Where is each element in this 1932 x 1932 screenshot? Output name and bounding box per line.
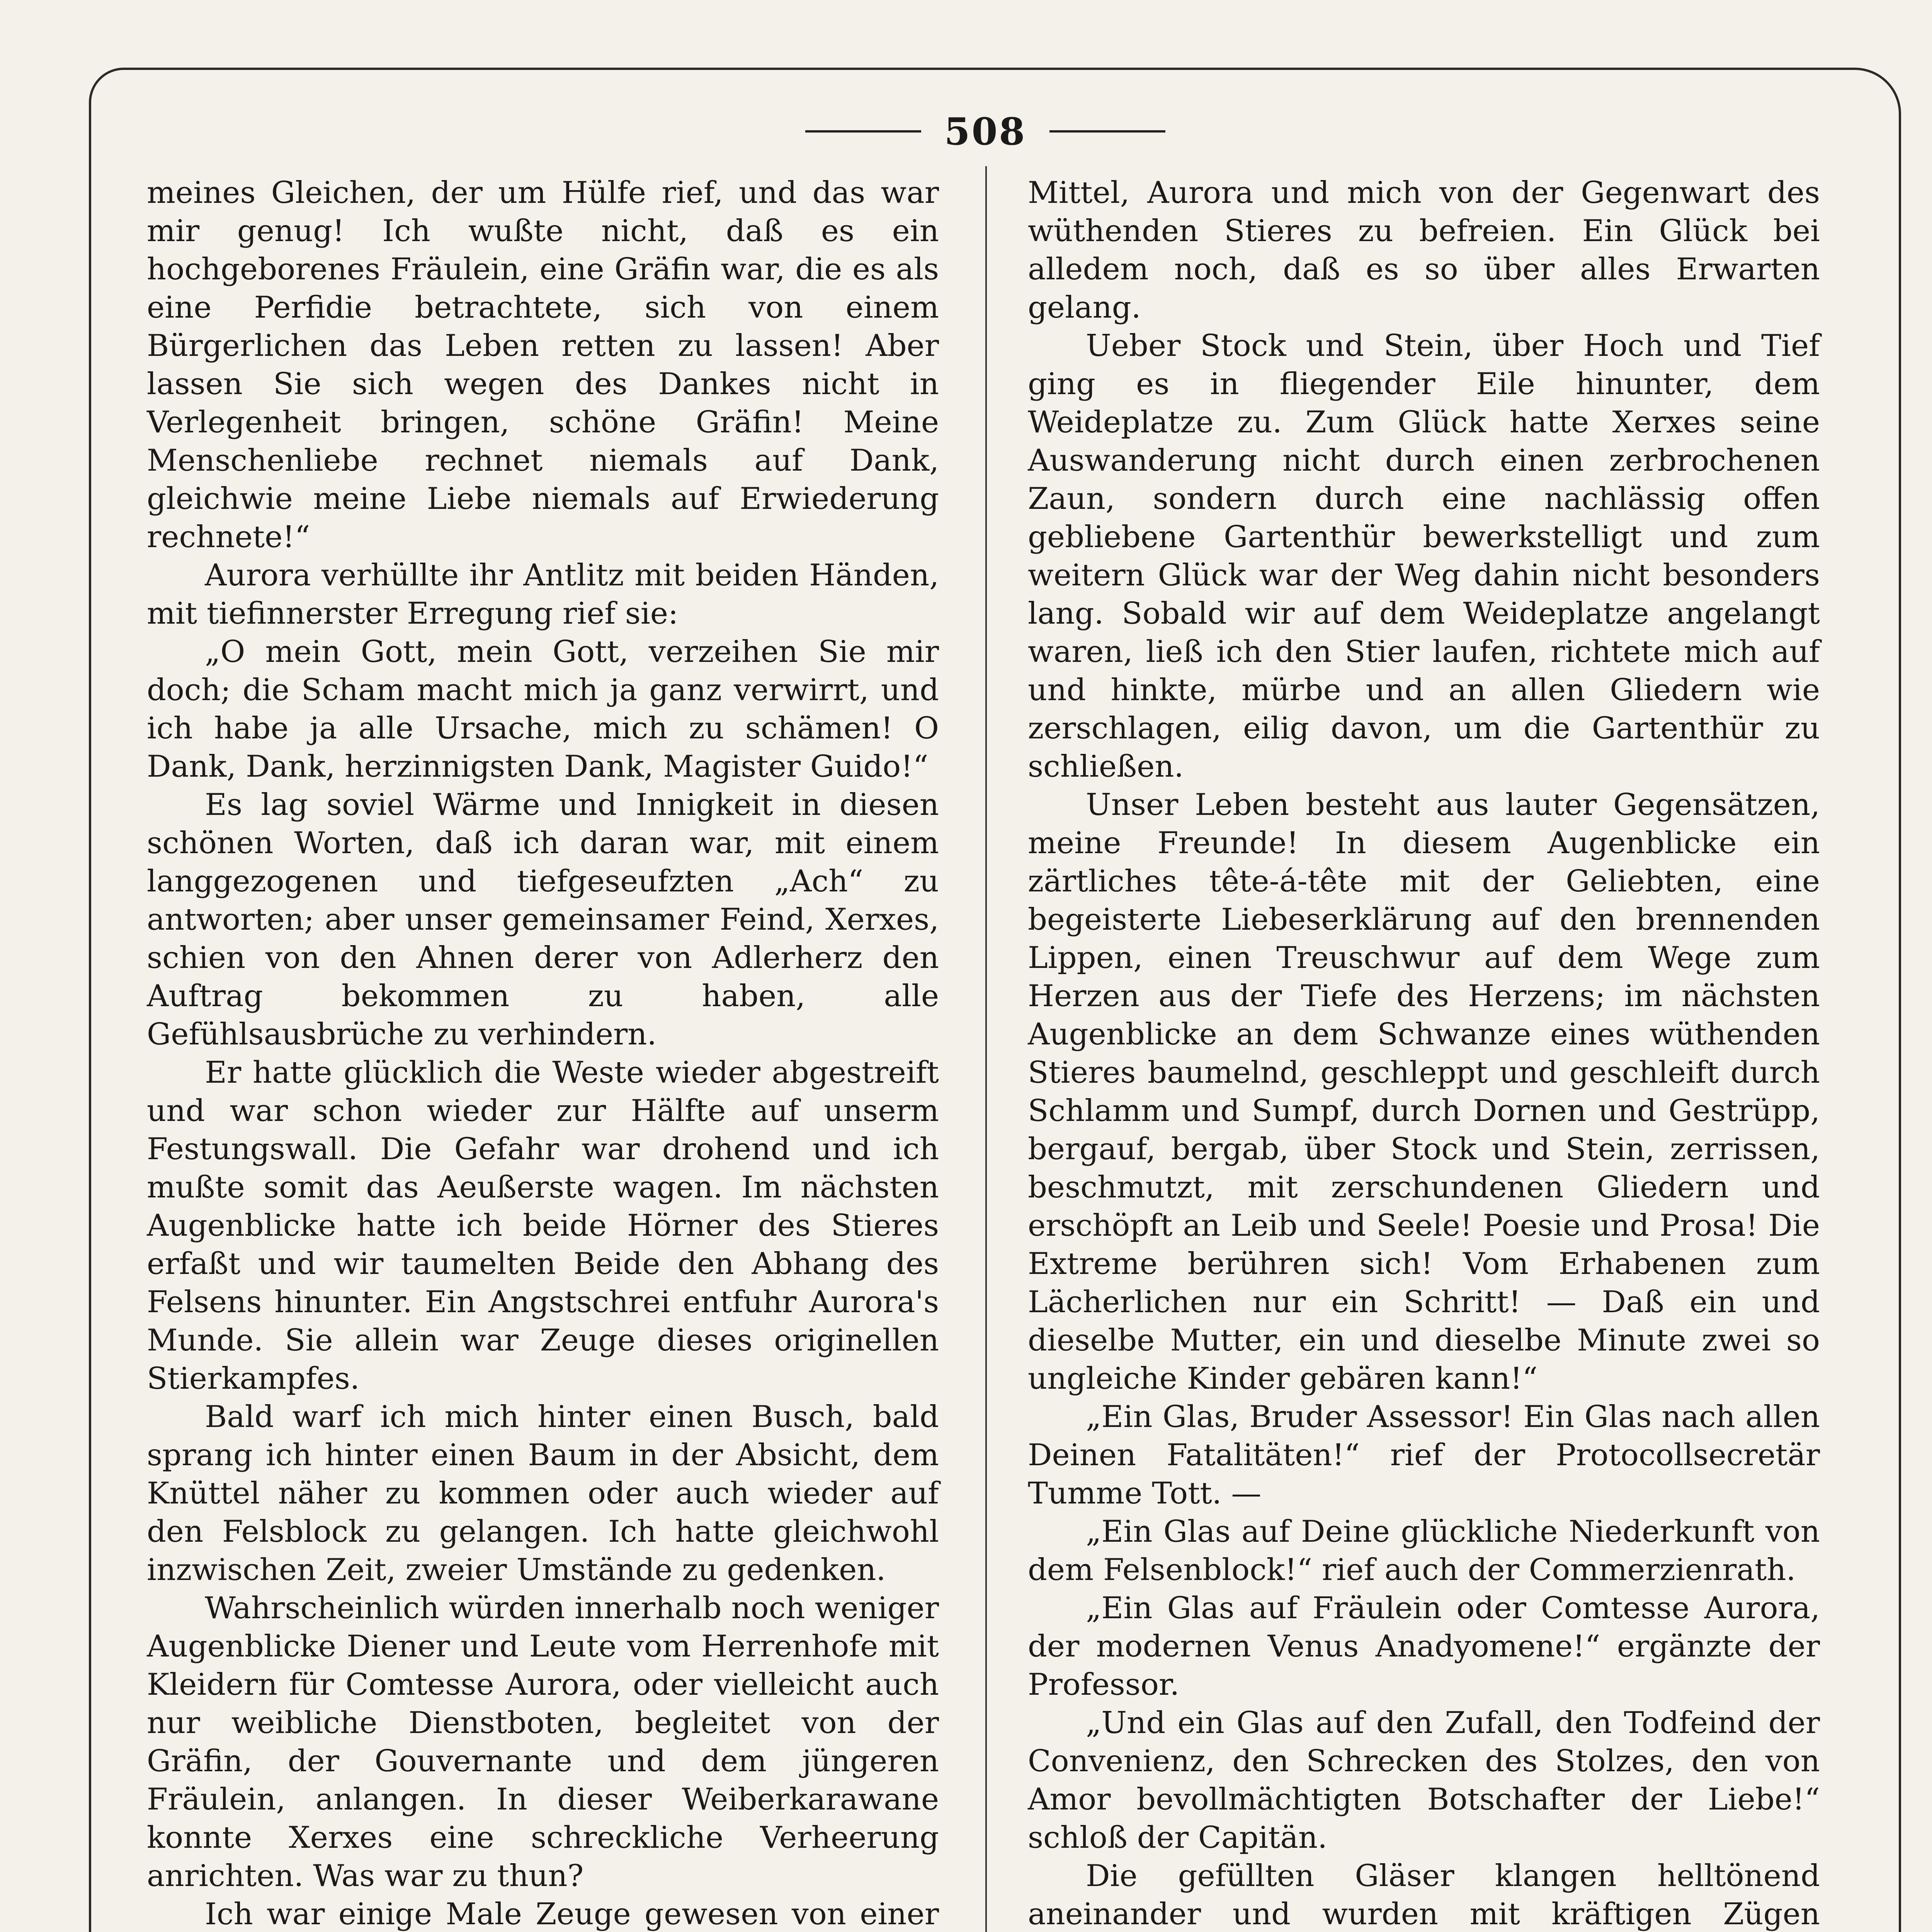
paragraph: meines Gleichen, der um Hülfe rief, und das war mir genug! Ich wußte nicht, daß es ein hochgeborenes Fräulein, eine Gräfin war, die es als eine Perfidie betrachtete, sich von einem Bürgerlichen das Leben retten zu lassen! Aber lassen Sie sich wegen des Dankes nicht in Verlegenheit bringen, schöne Gräfin! Meine Menschenliebe rechnet niemals auf Dank, gleichwie meine Liebe niemals auf Erwiederung rechnete!“ <box>147 175 939 554</box>
paragraph: „Und ein Glas auf den Zufall, den Todfeind der Convenienz, den Schrecken des Stolzes, den von Amor bevollmächtigten Botschafter der Liebe!“ schloß der Capitän. <box>1028 1706 1820 1855</box>
paragraph: Unser Leben besteht aus lauter Gegensätzen, meine Freunde! In diesem Augenblicke ein zärtliches tête-á-tête mit der Geliebten, eine begeisterte Liebeserklärung auf den brennenden Lippen, einen Treuschwur auf dem Wege zum Herzen aus der Tiefe des Herzens; im nächsten Augenblicke an dem Schwanze eines wüthenden Stieres baumelnd, geschleppt und geschleift durch Schlamm und Sumpf, durch Dornen und Gestrüpp, bergauf, bergab, über Stock und Stein, zerrissen, beschmutzt, mit zerschundenen Gliedern und erschöpft an Leib und Seele! Poesie und Prosa! Die Extreme berühren sich! Vom Erhabenen zum Lächerlichen nur ein Schritt! — Daß ein und dieselbe Mutter, ein und dieselbe Minute zwei so ungleiche Kinder gebären kann!“ <box>1028 787 1820 1396</box>
paragraph: Die gefüllten Gläser klangen helltönend aneinander und wurden mit kräftigen Zügen <box>1028 1859 1820 1932</box>
paragraph: Ich war einige Male Zeuge gewesen von einer <box>205 1897 939 1932</box>
paragraph: Bald warf ich mich hinter einen Busch, bald sprang ich hinter einen Baum in der Absicht, dem Knüttel näher zu kommen oder auch wieder auf den Felsblock zu gelangen. Ich hatte gleichwohl inzwischen Zeit, zweier Umstände zu gedenken. <box>147 1400 939 1587</box>
paragraph: Wahrscheinlich würden innerhalb noch weniger Augenblicke Diener und Leute vom Herrenhofe mit Kleidern für Comtesse Aurora, oder vielleicht auch nur weibliche Dienstboten, begleitet von der Gräfin, der Gouvernante und dem jüngeren Fräulein, anlangen. In dieser Weiberkarawane konnte Xerxes eine schreckliche Verheerung anrichten. Was war zu thun? <box>147 1591 939 1893</box>
paragraph: „Ein Glas, Bruder Assessor! Ein Glas nach allen Deinen Fatalitäten!“ rief der Protocollsecretär Tumme Tott. — <box>1028 1400 1820 1511</box>
paragraph: „Ein Glas auf Fräulein oder Comtesse Aurora, der modernen Venus Anadyomene!“ ergänzte der Professor. <box>1028 1591 1820 1702</box>
paragraph: Mittel, Aurora und mich von der Gegenwart des wüthenden Stieres zu befreien. Ein Glück bei alledem noch, daß es so über alles Erwarten gelang. <box>1028 175 1820 325</box>
header-rule-right <box>1049 130 1165 133</box>
column-divider <box>985 166 987 1932</box>
paragraph: Aurora verhüllte ihr Antlitz mit beiden Händen, mit tiefinnerster Erregung rief sie: <box>147 558 939 631</box>
page-number: 508 <box>944 109 1027 153</box>
right-column <box>1028 174 1820 1932</box>
paragraph: Ueber Stock und Stein, über Hoch und Tief ging es in fliegender Eile hinunter, dem Weideplatze zu. Zum Glück hatte Xerxes seine Auswanderung nicht durch einen zerbrochenen Zaun, sondern durch eine nachlässig offen gebliebene Gartenthür bewerkstelligt und zum weitern Glück war der Weg dahin nicht besonders lang. Sobald wir auf dem Weideplatze angelangt waren, ließ ich den Stier laufen, richtete mich auf und hinkte, mürbe und an allen Gliedern wie zerschlagen, eilig davon, um die Gartenthür zu schließen. <box>1028 328 1820 784</box>
paragraph: „Ein Glas auf Deine glückliche Niederkunft von dem Felsenblock!“ rief auch der Commerzienrath. <box>1028 1514 1820 1587</box>
paragraph: Es lag soviel Wärme und Innigkeit in diesen schönen Worten, daß ich daran war, mit einem langgezogenen und tiefgeseufzten „Ach“ zu antworten; aber unser gemeinsamer Feind, Xerxes, schien von den Ahnen derer von Adlerherz den Auftrag bekommen zu haben, alle Gefühlsausbrüche zu verhindern. <box>147 787 939 1052</box>
page-header <box>792 104 1179 158</box>
header-rule-left <box>805 130 921 133</box>
left-column <box>147 174 939 1932</box>
paragraph: Er hatte glücklich die Weste wieder abgestreift und war schon wieder zur Hälfte auf unserm Festungswall. Die Gefahr war drohend und ich mußte somit das Aeußerste wagen. Im nächsten Augenblicke hatte ich beide Hörner des Stieres erfaßt und wir taumelten Beide den Abhang des Felsens hinunter. Ein Angstschrei entfuhr Aurora's Munde. Sie allein war Zeuge dieses originellen Stierkampfes. <box>147 1055 939 1396</box>
paragraph: „O mein Gott, mein Gott, verzeihen Sie mir doch; die Scham macht mich ja ganz verwirrt, und ich habe ja alle Ursache, mich zu schämen! O Dank, Dank, herzinnigsten Dank, Magister Guido!“ <box>147 634 939 784</box>
